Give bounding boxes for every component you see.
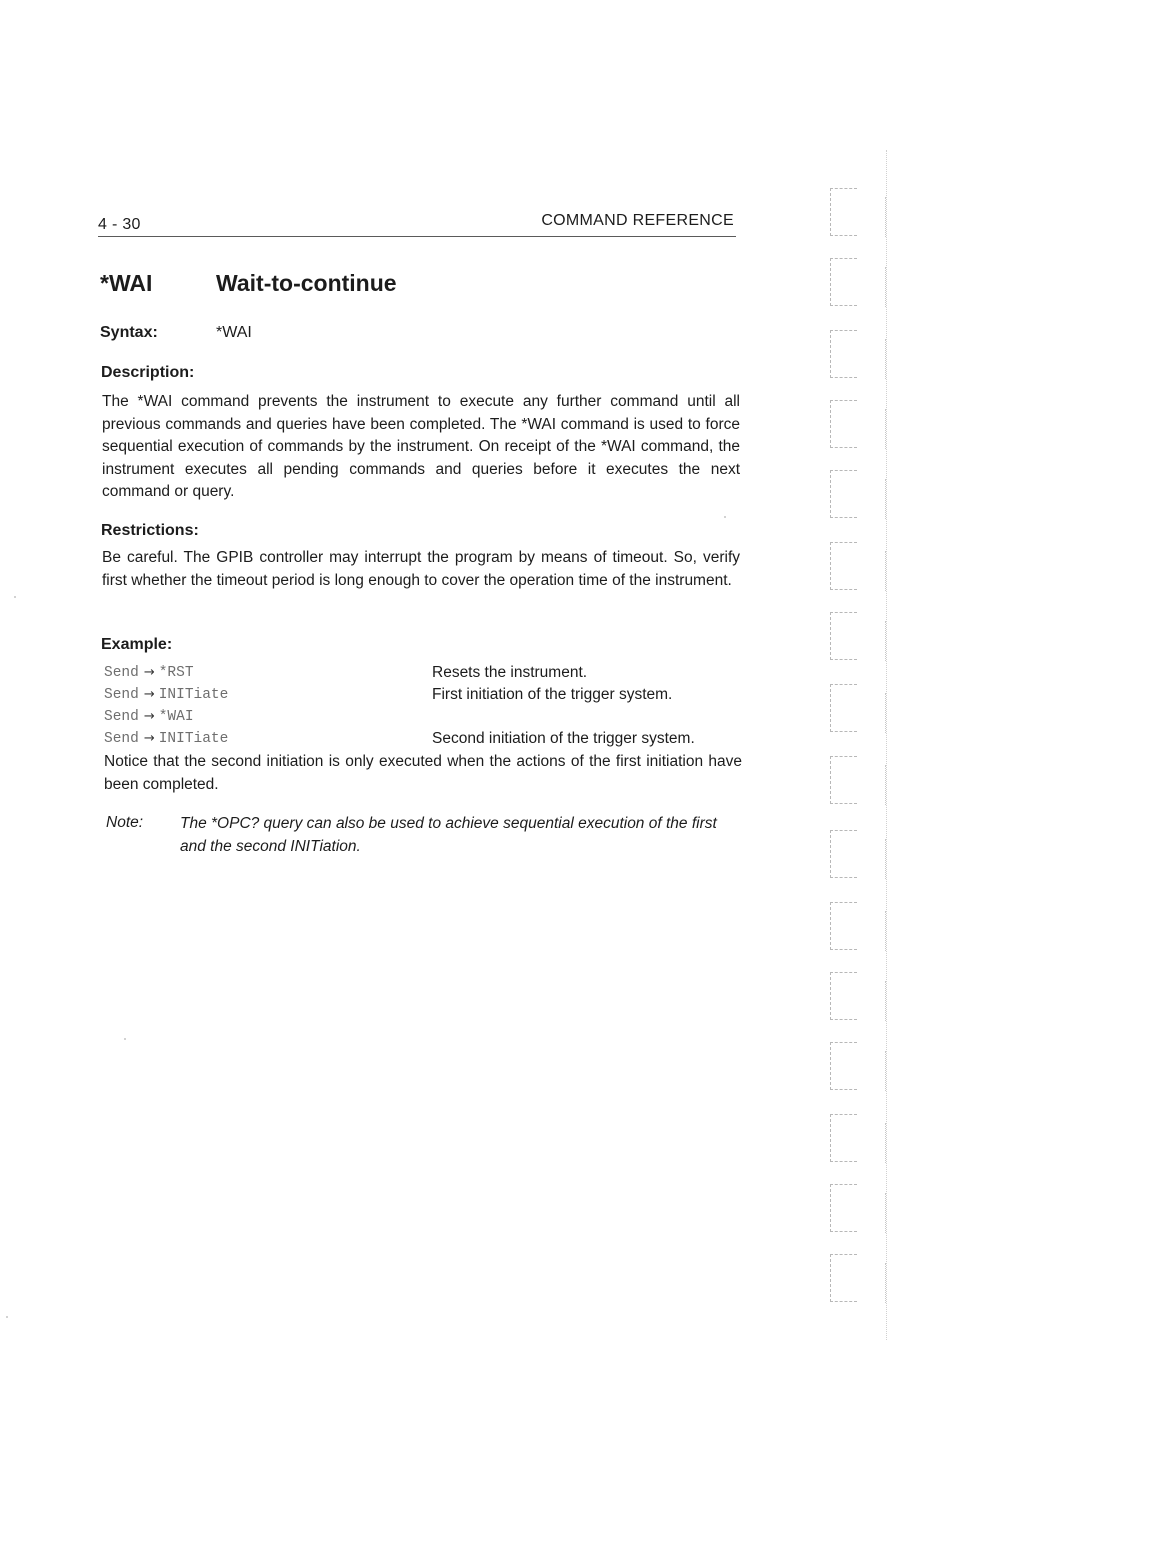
example-description: Second initiation of the trigger system. — [432, 730, 695, 747]
binding-ring — [830, 1042, 857, 1090]
command-mnemonic: *WAI — [100, 270, 153, 296]
example-command — [104, 731, 228, 747]
example-heading: Example: — [101, 636, 173, 653]
scan-speck — [14, 596, 16, 598]
example-command — [104, 709, 194, 725]
arrow-icon: → — [143, 665, 155, 680]
restrictions-heading: Restrictions: — [101, 522, 199, 539]
example-description: Resets the instrument. — [432, 664, 588, 681]
page-header — [98, 210, 736, 237]
arrow-icon: → — [143, 687, 155, 702]
command-name: Wait-to-continue — [216, 270, 397, 296]
binding-ring — [830, 258, 857, 306]
command-text: INITiate — [158, 731, 229, 747]
binding-ring — [830, 684, 857, 732]
arrow-icon: → — [143, 709, 155, 724]
arrow-icon: → — [143, 731, 155, 746]
example-description: First initiation of the trigger system. — [432, 686, 673, 703]
description-heading: Description: — [101, 364, 195, 381]
binding-ring — [830, 470, 857, 518]
example-notice: Notice that the second initiation is only executed when the actions of the first initiation have been completed. — [104, 753, 742, 793]
command-text: *RST — [158, 665, 194, 681]
page-number: 4 - 30 — [98, 216, 141, 233]
binding-ring — [830, 188, 857, 236]
description-text: The *WAI command prevents the instrument to execute any further command until all previous commands and queries have been completed. The *WAI command is used to force sequential execution of commands by the instrument. On receipt of the *WAI command, the instrument executes all pending commands and queries before it executes the next command or query. — [102, 393, 740, 500]
binding-ring — [830, 330, 857, 378]
note-label: Note: — [106, 814, 144, 831]
binding-ring — [830, 902, 857, 950]
restrictions-text: Be careful. The GPIB controller may interrupt the program by means of timeout. So, verify first whether the timeout period is long enough to cover the operation time of the instrument. — [102, 549, 740, 589]
binding-ring — [830, 830, 857, 878]
binding-ring — [830, 1254, 857, 1302]
example-row — [104, 731, 744, 753]
syntax-label: Syntax: — [100, 324, 158, 341]
binding-ring — [830, 542, 857, 590]
scan-speck — [6, 1316, 8, 1318]
send-label: Send — [104, 665, 139, 681]
binding-ring — [830, 612, 857, 660]
binding-ring — [830, 1184, 857, 1232]
send-label: Send — [104, 687, 139, 703]
example-row — [104, 687, 744, 709]
binding-ring — [830, 972, 857, 1020]
scan-speck — [124, 1038, 126, 1040]
scan-speck — [724, 516, 726, 518]
send-label: Send — [104, 731, 139, 747]
example-command — [104, 665, 194, 681]
send-label: Send — [104, 709, 139, 725]
binding-marks — [820, 150, 900, 1340]
section-title: COMMAND REFERENCE — [541, 212, 734, 229]
note-text: The *OPC? query can also be used to achieve sequential execution of the first and the second INITiation. — [180, 815, 717, 855]
binding-ring — [830, 400, 857, 448]
command-text: INITiate — [158, 687, 229, 703]
command-text: *WAI — [158, 709, 194, 725]
syntax-value: *WAI — [216, 324, 252, 341]
example-command — [104, 687, 228, 703]
binding-ring — [830, 1114, 857, 1162]
example-row — [104, 665, 744, 687]
example-row — [104, 709, 744, 731]
binding-ring — [830, 756, 857, 804]
